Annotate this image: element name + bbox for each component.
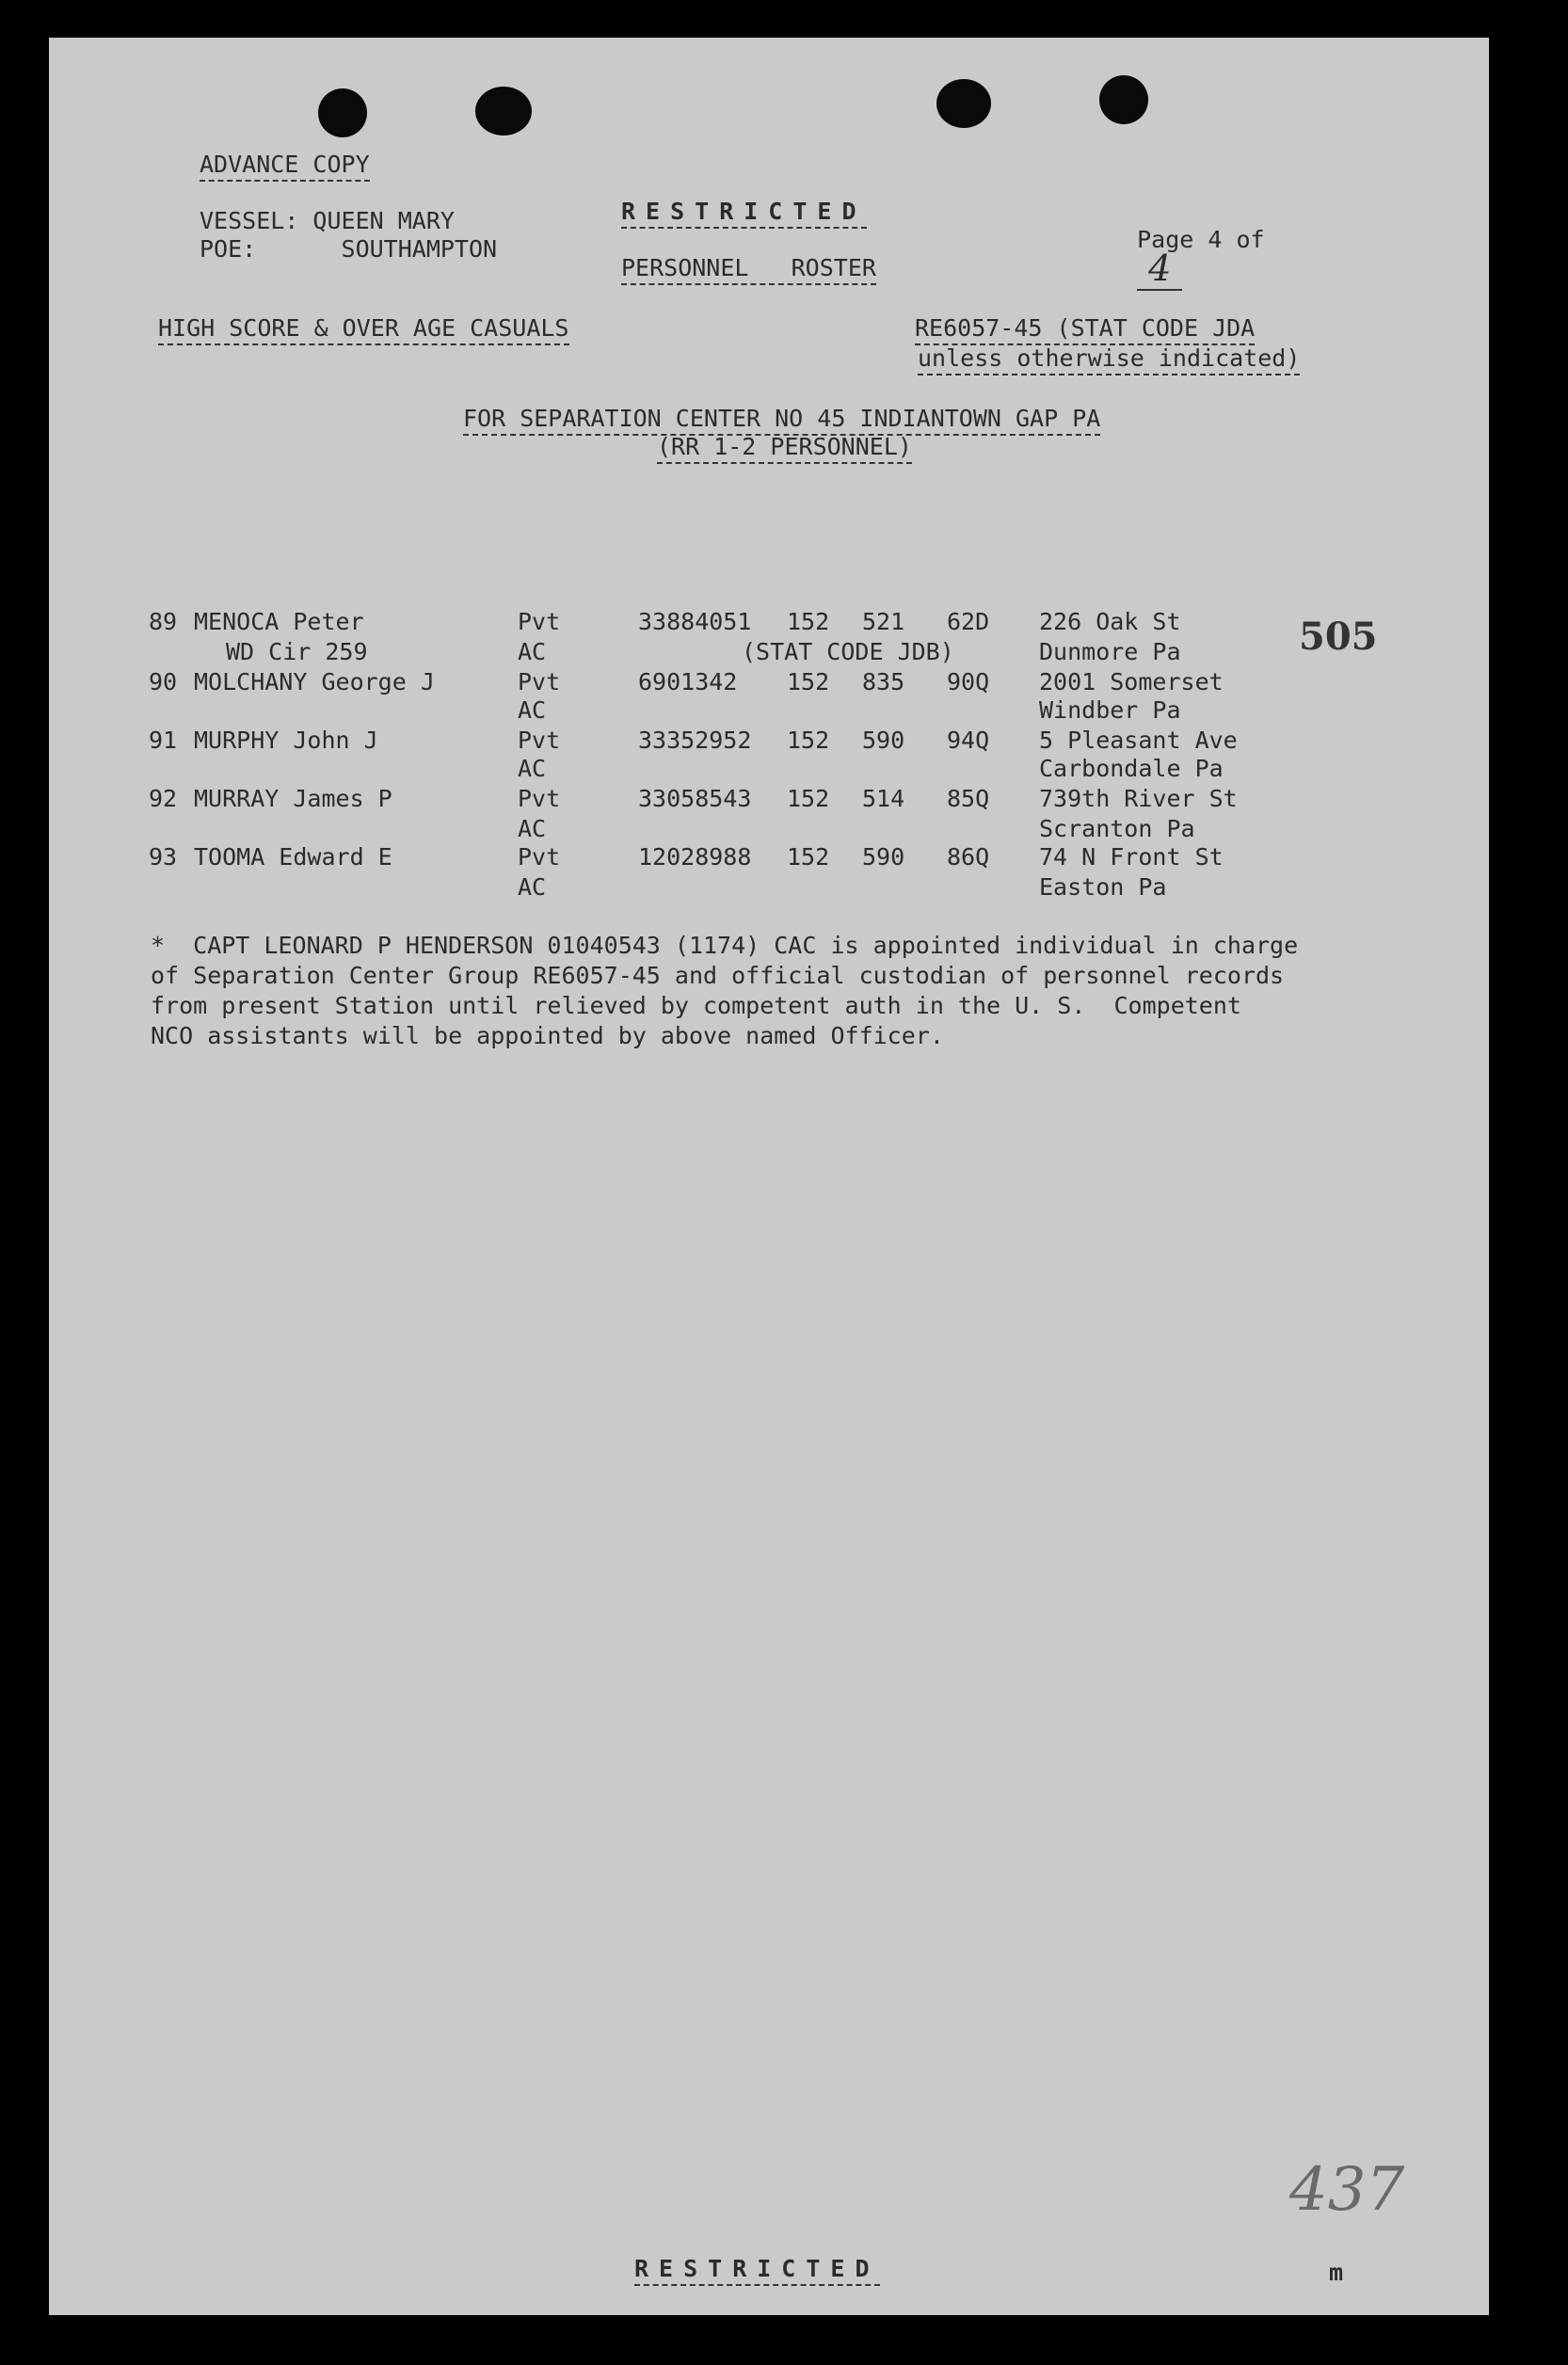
row-number: 89 — [149, 608, 178, 635]
row-code-3: 94Q — [947, 727, 990, 754]
row-rank: Pvt — [518, 727, 561, 754]
page-indicator — [1109, 198, 1265, 287]
row-serial: 12028988 — [638, 843, 752, 871]
row-name: MOLCHANY George J — [194, 668, 435, 695]
row-branch: AC — [518, 815, 547, 842]
row-address-2: Dunmore Pa — [1039, 638, 1181, 665]
roster-title: PERSONNEL ROSTER — [621, 254, 876, 285]
footnote-line: * CAPT LEONARD P HENDERSON 01040543 (1174) CAC is appointed individual in charge — [151, 932, 1299, 959]
row-code-2: 521 — [862, 608, 905, 635]
row-rank: Pvt — [518, 668, 561, 695]
punch-hole — [475, 87, 532, 136]
row-serial: 33058543 — [638, 785, 752, 812]
footnote-line: from present Station until relieved by competent auth in the U. S. Competent — [151, 992, 1241, 1019]
page-label: Page 4 of — [1137, 226, 1265, 253]
row-serial: 33884051 — [638, 608, 752, 635]
row-address-2: Carbondale Pa — [1039, 755, 1224, 782]
row-serial: 33352952 — [638, 727, 752, 754]
row-address-2: Windber Pa — [1039, 696, 1181, 724]
row-rank: Pvt — [518, 785, 561, 812]
separation-center: FOR SEPARATION CENTER NO 45 INDIANTOWN GAP PA — [463, 405, 1100, 436]
row-code-2: 590 — [862, 727, 905, 754]
footnote-line: of Separation Center Group RE6057-45 and official custodian of personnel records — [151, 962, 1285, 989]
personnel-category: (RR 1-2 PERSONNEL) — [657, 433, 912, 464]
row-code-1: 152 — [787, 668, 830, 695]
row-serial: 6901342 — [638, 668, 738, 695]
row-code-3: 90Q — [947, 668, 990, 695]
group-code-qualifier: unless otherwise indicated) — [918, 344, 1300, 376]
row-code-1: 152 — [787, 843, 830, 871]
row-number: 93 — [149, 843, 178, 871]
vessel-label: VESSEL: QUEEN MARY — [200, 207, 455, 234]
row-stat-note: (STAT CODE JDB) — [742, 638, 954, 665]
row-code-2: 514 — [862, 785, 905, 812]
row-address-1: 5 Pleasant Ave — [1039, 727, 1238, 754]
category-title: HIGH SCORE & OVER AGE CASUALS — [158, 314, 569, 345]
row-branch: AC — [518, 696, 547, 724]
row-subnote: WD Cir 259 — [226, 638, 368, 665]
row-number: 92 — [149, 785, 178, 812]
row-number: 90 — [149, 668, 178, 695]
row-name: MURRAY James P — [194, 785, 392, 812]
footnote-line: NCO assistants will be appointed by above named Officer. — [151, 1022, 944, 1049]
document-page — [49, 38, 1489, 2315]
row-code-1: 152 — [787, 727, 830, 754]
row-code-1: 152 — [787, 785, 830, 812]
advance-copy-label: ADVANCE COPY — [200, 151, 370, 182]
restricted-header: RESTRICTED — [621, 198, 867, 229]
punch-hole — [1099, 75, 1148, 124]
row-branch: AC — [518, 638, 547, 665]
row-code-3: 85Q — [947, 785, 990, 812]
row-code-3: 86Q — [947, 843, 990, 871]
row-rank: Pvt — [518, 608, 561, 635]
row-address-1: 2001 Somerset — [1039, 668, 1224, 695]
row-rank: Pvt — [518, 843, 561, 871]
row-name: MENOCA Peter — [194, 608, 364, 635]
row-code-2: 590 — [862, 843, 905, 871]
row-branch: AC — [518, 755, 547, 782]
row-address-1: 74 N Front St — [1039, 843, 1224, 871]
poe-label: POE: SOUTHAMPTON — [200, 235, 498, 263]
row-code-2: 835 — [862, 668, 905, 695]
row-number: 91 — [149, 727, 178, 754]
row-address-1: 739th River St — [1039, 785, 1238, 812]
row-address-2: Scranton Pa — [1039, 815, 1195, 842]
row-address-2: Easton Pa — [1039, 873, 1167, 901]
row-code-1: 152 — [787, 608, 830, 635]
sheet-number: 505 — [1299, 615, 1378, 659]
row-branch: AC — [518, 873, 547, 901]
row-code-3: 62D — [947, 608, 990, 635]
corner-mark: m — [1329, 2259, 1344, 2286]
group-code: RE6057-45 (STAT CODE JDA — [915, 314, 1255, 345]
page-total: 4 — [1137, 248, 1182, 291]
restricted-footer: RESTRICTED — [634, 2255, 880, 2286]
punch-hole — [936, 79, 991, 128]
punch-hole — [318, 88, 367, 137]
row-name: MURPHY John J — [194, 727, 378, 754]
row-name: TOOMA Edward E — [194, 843, 392, 871]
row-address-1: 226 Oak St — [1039, 608, 1181, 635]
handwritten-number: 437 — [1289, 2155, 1405, 2225]
